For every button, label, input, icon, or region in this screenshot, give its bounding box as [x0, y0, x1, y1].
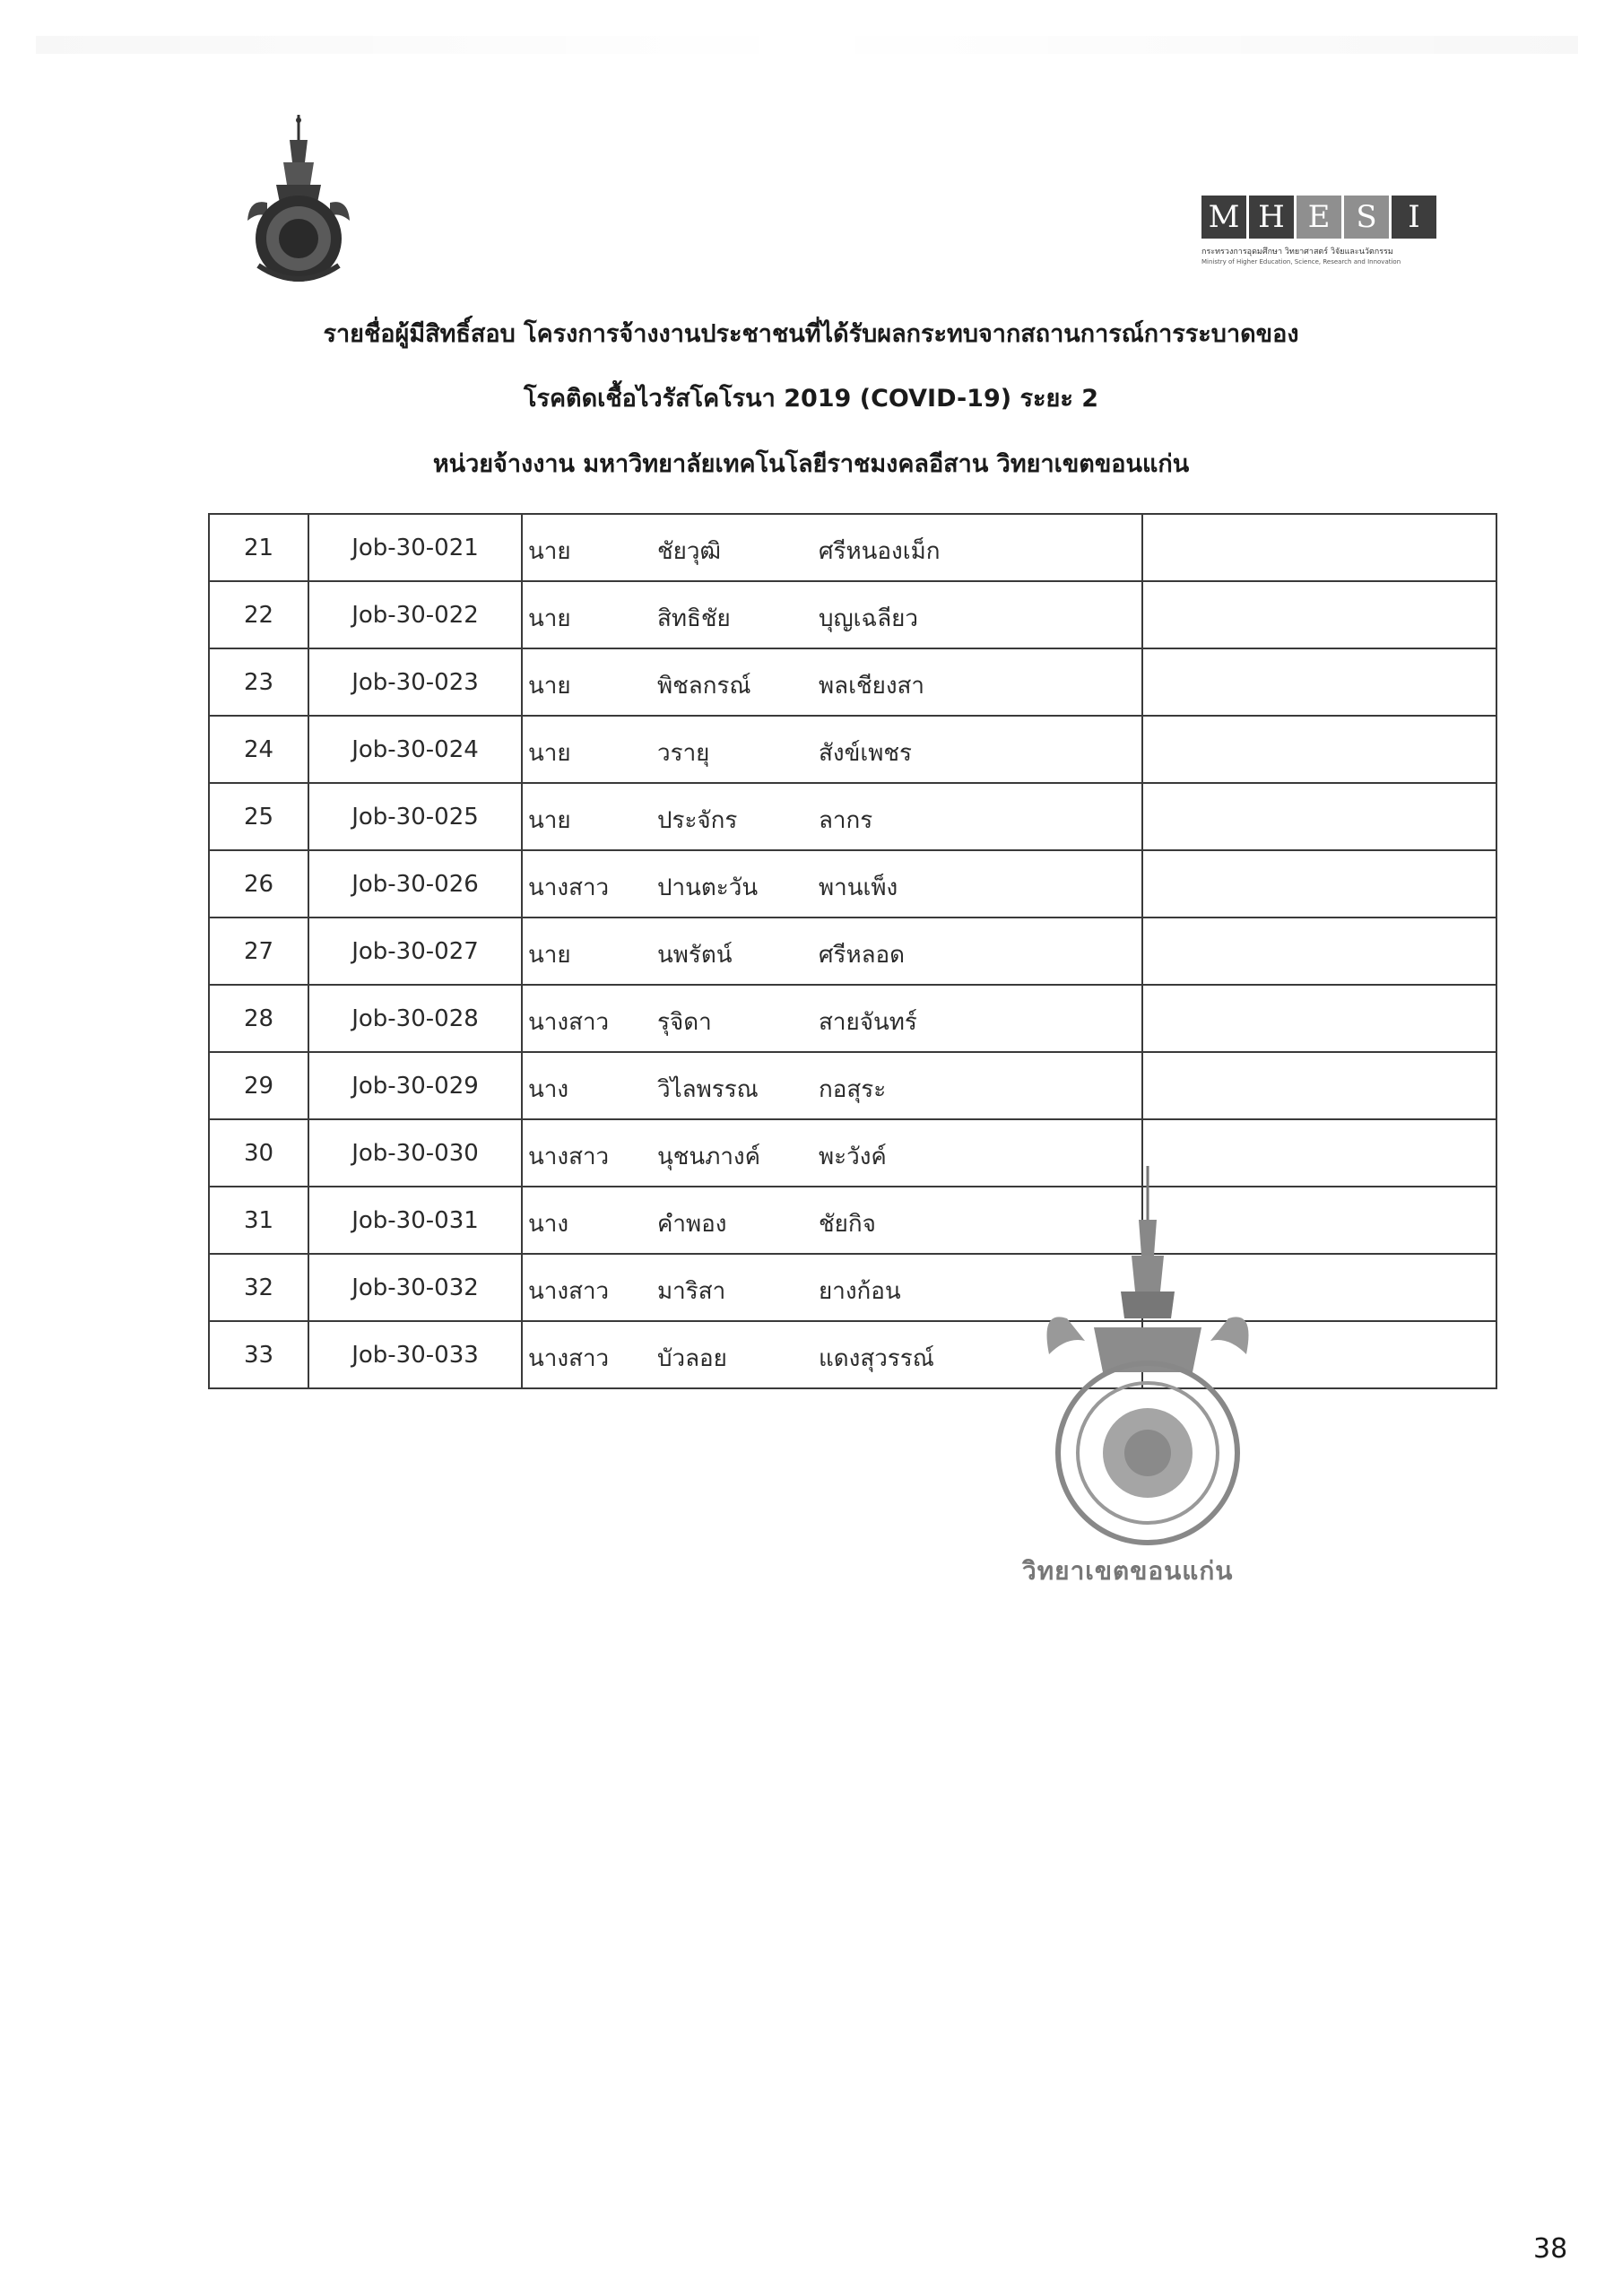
first-name: ชัยวุฒิ: [657, 538, 721, 565]
job-code: Job-30-029: [308, 1052, 522, 1119]
job-code: Job-30-021: [308, 514, 522, 581]
mhesi-letter: S: [1344, 196, 1389, 239]
name-prefix: นางสาว: [528, 1009, 610, 1036]
first-name: วรายุ: [657, 740, 710, 767]
scan-artifact: [36, 36, 1578, 54]
last-name: บุญเฉลียว: [819, 605, 919, 632]
mhesi-letter: E: [1297, 196, 1341, 239]
campus-seal-icon: [1031, 1166, 1264, 1561]
row-number: 31: [209, 1187, 308, 1254]
row-number: 25: [209, 783, 308, 850]
last-name: ชัยกิจ: [819, 1211, 876, 1238]
row-number: 28: [209, 985, 308, 1052]
document-title-line-3: หน่วยจ้างงาน มหาวิทยาลัยเทคโนโลยีราชมงคลอีสาน วิทยาเขตขอนแก่น: [432, 450, 1190, 478]
name-prefix: นาย: [528, 807, 571, 834]
job-code: Job-30-022: [308, 581, 522, 648]
mhesi-letter: H: [1249, 196, 1294, 239]
mhesi-letter: I: [1392, 196, 1436, 239]
job-code: Job-30-028: [308, 985, 522, 1052]
first-name: มาริสา: [657, 1278, 726, 1305]
last-name: ศรีหลอด: [819, 942, 906, 969]
last-name: สายจันทร์: [819, 1009, 917, 1036]
last-name: พลเชียงสา: [819, 673, 925, 700]
mhesi-english-caption: Ministry of Higher Education, Science, Research and Innovation: [1201, 258, 1401, 265]
table-row: [209, 918, 1496, 985]
empty-cell: [1142, 716, 1496, 783]
table-row: [209, 648, 1496, 716]
row-number: 29: [209, 1052, 308, 1119]
table-row: [209, 783, 1496, 850]
table-row: [209, 1187, 1496, 1254]
name-prefix: นางสาว: [528, 1278, 610, 1305]
last-name: พะวังค์: [819, 1144, 887, 1170]
name-prefix: นาง: [528, 1211, 569, 1238]
first-name: สิทธิชัย: [657, 605, 731, 632]
first-name: รุจิดา: [657, 1009, 712, 1036]
mhesi-letter-boxes: [1201, 196, 1470, 239]
name-cell: [522, 850, 1142, 918]
last-name: สังข์เพชร: [819, 740, 912, 767]
row-number: 22: [209, 581, 308, 648]
table-row: [209, 1052, 1496, 1119]
university-emblem-icon: [240, 113, 357, 292]
first-name: คำพอง: [657, 1211, 727, 1238]
table-row: [209, 1254, 1496, 1321]
first-name: พิชลกรณ์: [657, 673, 751, 700]
name-prefix: นาง: [528, 1076, 569, 1103]
row-number: 33: [209, 1321, 308, 1388]
first-name: ประจักร: [657, 807, 738, 834]
empty-cell: [1142, 581, 1496, 648]
name-prefix: นาย: [528, 942, 571, 969]
row-number: 23: [209, 648, 308, 716]
table-row: [209, 985, 1496, 1052]
job-code: Job-30-026: [308, 850, 522, 918]
job-code: Job-30-033: [308, 1321, 522, 1388]
candidate-table: [208, 513, 1497, 1389]
name-prefix: นาย: [528, 538, 571, 565]
table-row: [209, 1321, 1496, 1388]
first-name: นพรัตน์: [657, 942, 733, 969]
first-name: ปานตะวัน: [657, 874, 759, 901]
last-name: พานเพ็ง: [819, 874, 898, 901]
name-prefix: นางสาว: [528, 1144, 610, 1170]
row-number: 27: [209, 918, 308, 985]
empty-cell: [1142, 918, 1496, 985]
name-cell: [522, 985, 1142, 1052]
job-code: Job-30-027: [308, 918, 522, 985]
job-code: Job-30-031: [308, 1187, 522, 1254]
row-number: 26: [209, 850, 308, 918]
job-code: Job-30-025: [308, 783, 522, 850]
row-number: 30: [209, 1119, 308, 1187]
table-row: [209, 716, 1496, 783]
mhesi-thai-caption: กระทรวงการอุดมศึกษา วิทยาศาสตร์ วิจัยและนวัตกรรม: [1201, 248, 1393, 257]
last-name: ยางก้อน: [819, 1278, 901, 1305]
name-cell: [522, 581, 1142, 648]
first-name: บัวลอย: [657, 1345, 727, 1372]
job-code: Job-30-032: [308, 1254, 522, 1321]
empty-cell: [1142, 783, 1496, 850]
name-cell: [522, 783, 1142, 850]
name-prefix: นางสาว: [528, 1345, 610, 1372]
empty-cell: [1142, 1052, 1496, 1119]
empty-cell: [1142, 985, 1496, 1052]
last-name: กอสุระ: [819, 1076, 887, 1103]
page-number: 38: [1533, 2233, 1568, 2265]
row-number: 32: [209, 1254, 308, 1321]
table-row: [209, 850, 1496, 918]
name-prefix: นางสาว: [528, 874, 610, 901]
name-cell: [522, 716, 1142, 783]
mhesi-logo: [1201, 196, 1470, 276]
last-name: ศรีหนองเม็ก: [819, 538, 941, 565]
document-title-line-2: โรคติดเชื้อไวรัสโคโรนา 2019 (COVID-19) ระยะ 2: [523, 385, 1099, 413]
seal-caption: วิทยาเขตขอนแก่น: [1022, 1556, 1234, 1586]
name-prefix: นาย: [528, 605, 571, 632]
document-title-line-1: รายชื่อผู้มีสิทธิ์สอบ โครงการจ้างงานประชาชนที่ได้รับผลกระทบจากสถานการณ์การระบาดของ: [323, 320, 1299, 348]
job-code: Job-30-023: [308, 648, 522, 716]
first-name: นุชนภางค์: [657, 1144, 761, 1170]
empty-cell: [1142, 648, 1496, 716]
last-name: แดงสุวรรณ์: [819, 1345, 934, 1372]
name-cell: [522, 918, 1142, 985]
job-code: Job-30-030: [308, 1119, 522, 1187]
last-name: ลากร: [819, 807, 873, 834]
empty-cell: [1142, 850, 1496, 918]
table-row: [209, 581, 1496, 648]
row-number: 24: [209, 716, 308, 783]
name-cell: [522, 1052, 1142, 1119]
name-cell: [522, 648, 1142, 716]
name-cell: [522, 514, 1142, 581]
empty-cell: [1142, 514, 1496, 581]
row-number: 21: [209, 514, 308, 581]
name-prefix: นาย: [528, 673, 571, 700]
mhesi-letter: M: [1201, 196, 1246, 239]
name-prefix: นาย: [528, 740, 571, 767]
first-name: วิไลพรรณ: [657, 1076, 759, 1103]
table-row: [209, 514, 1496, 581]
job-code: Job-30-024: [308, 716, 522, 783]
table-row: [209, 1119, 1496, 1187]
